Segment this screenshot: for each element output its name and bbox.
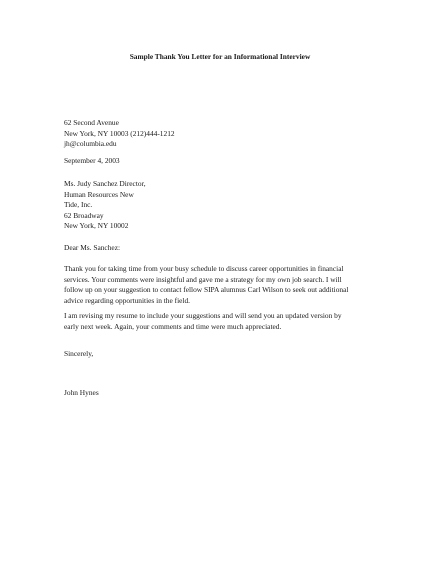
salutation-text: Dear Ms. Sanchez: <box>64 243 121 252</box>
recipient-address <box>64 179 380 232</box>
signature <box>64 388 380 399</box>
body-paragraph-1 <box>64 264 380 306</box>
paragraph-1-line: Thank you for taking time from your busy schedule to discuss career opportunities in financial <box>64 264 344 273</box>
recipient-name-title: Ms. Judy Sanchez Director, <box>64 179 146 188</box>
recipient-department: Human Resources New <box>64 189 134 199</box>
letter-date <box>64 156 380 167</box>
signature-name: John Hynes <box>64 388 99 397</box>
letter-title: Sample Thank You Letter for an Informational Interview <box>129 52 311 61</box>
sender-street: 62 Second Avenue <box>64 118 119 127</box>
closing-text: Sincerely, <box>64 349 94 358</box>
sender-address <box>64 118 380 150</box>
date-text: September 4, 2003 <box>64 156 120 165</box>
paragraph-1-line: advice regarding opportunities in the field. <box>64 295 191 305</box>
paragraph-2-line: early next week. Again, your comments and time were much appreciated. <box>64 321 282 331</box>
closing <box>64 349 380 360</box>
paragraph-1-line: follow up on your suggestion to contact fellow SIPA alumnus Carl Wilson to seek out additional <box>64 285 349 295</box>
recipient-company: Tide, Inc. <box>64 200 93 210</box>
recipient-street: 62 Broadway <box>64 210 104 220</box>
body-paragraph-2 <box>64 311 380 332</box>
paragraph-1-line: services. Your comments were insightful and gave me a strategy for my own job search. I will <box>64 274 342 284</box>
salutation <box>64 243 380 254</box>
sender-email: jh@columbia.edu <box>64 139 117 149</box>
sender-city-phone: New York, NY 10003 (212)444-1212 <box>64 128 175 138</box>
recipient-city: New York, NY 10002 <box>64 221 129 231</box>
paragraph-2-line: I am revising my resume to include your suggestions and will send you an updated version by <box>64 311 342 320</box>
